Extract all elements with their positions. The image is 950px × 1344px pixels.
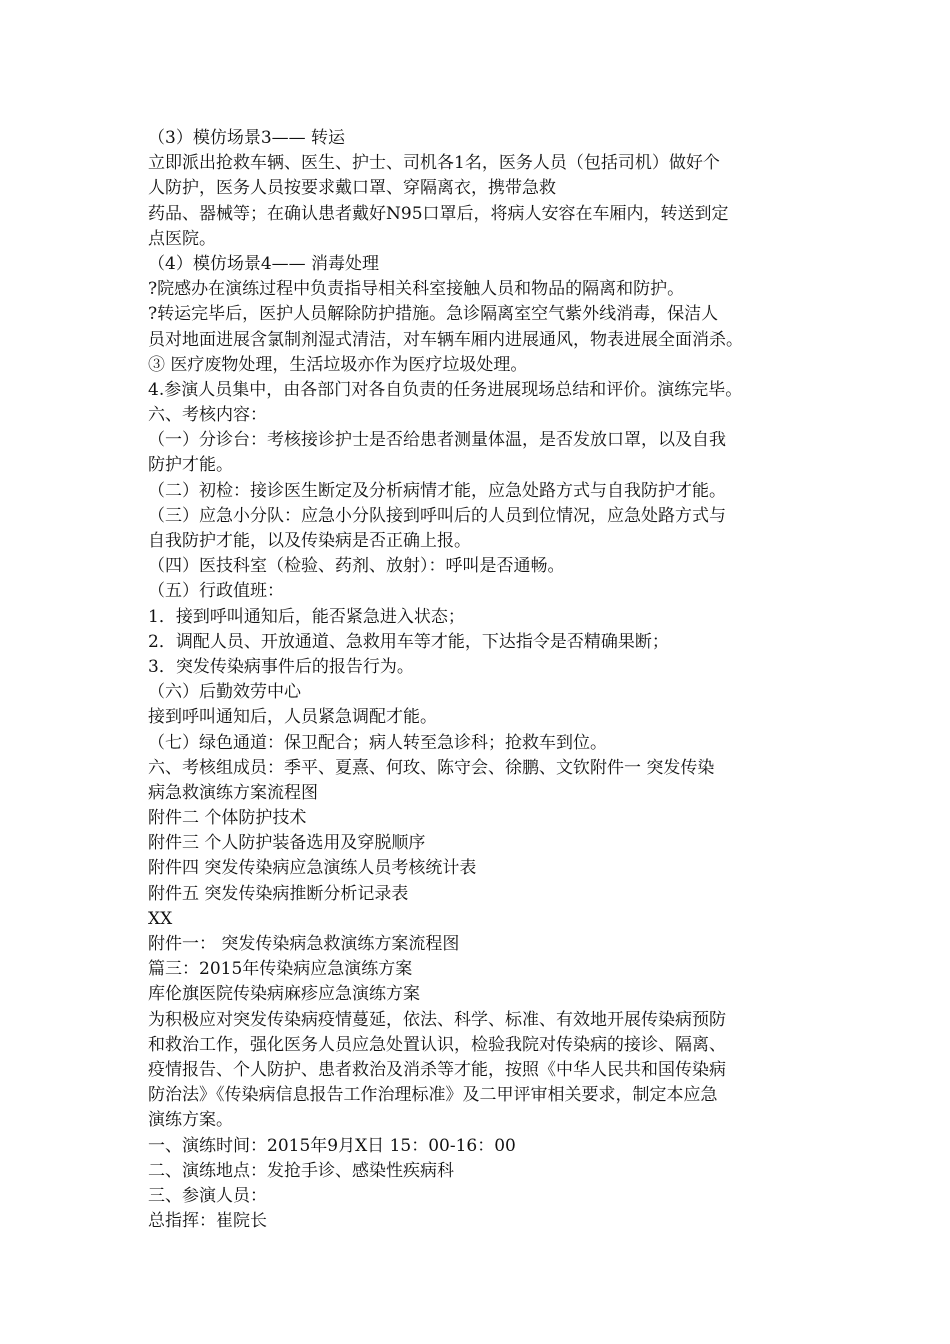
- text-line: （六）后勤效劳中心: [148, 682, 301, 703]
- text-line: 病急救演练方案流程图: [148, 782, 318, 803]
- text-line: 3．突发传染病事件后的报告行为。: [148, 656, 414, 677]
- attachment-line: 附件一： 突发传染病急救演练方案流程图: [148, 934, 460, 954]
- text-line: （三）应急小分队：应急小分队接到呼叫后的人员到位情况，应急处路方式与: [148, 505, 726, 526]
- text-line: 员对地面进展含氯制剂湿式清洁，对车辆车厢内进展通风，物表进展全面消杀。: [148, 329, 743, 350]
- section-heading: 三、参演人员：: [148, 1185, 267, 1206]
- section-heading: 六、考核组成员：季平、夏熹、何玫、陈守会、徐鹏、文钦附件一 突发传染: [148, 757, 715, 778]
- text-line: XX: [148, 908, 173, 929]
- text-line: （五）行政值班：: [148, 581, 284, 602]
- attachment-line: 附件二 个体防护技术: [148, 808, 307, 829]
- text-line: （3）模仿场景3—— 转运: [148, 128, 346, 148]
- text-line: 立即派出抢救车辆、医生、护士、司机各1名，医务人员（包括司机）做好个: [148, 153, 720, 174]
- text-line: （二）初检：接诊医生断定及分析病情才能，应急处路方式与自我防护才能。: [148, 480, 726, 501]
- text-line: （七）绿色通道：保卫配合；病人转至急诊科；抢救车到位。: [148, 732, 607, 753]
- text-line: 2．调配人员、开放通道、急救用车等才能，下达指令是否精确果断；: [148, 631, 669, 652]
- text-line: （一）分诊台：考核接诊护士是否给患者测量体温，是否发放口罩，以及自我: [148, 430, 726, 451]
- text-line: （4）模仿场景4—— 消毒处理: [148, 253, 380, 274]
- text-line: 防护才能。: [148, 455, 233, 476]
- text-line: 和救治工作，强化医务人员应急处置认识，检验我院对传染病的接诊、隔离、: [148, 1034, 726, 1055]
- text-line: 人防护，医务人员按要求戴口罩、穿隔离衣，携带急救: [148, 178, 556, 199]
- text-line: ③ 医疗废物处理，生活垃圾亦作为医疗垃圾处理。: [148, 354, 528, 375]
- attachment-line: 附件四 突发传染病应急演练人员考核统计表: [148, 858, 477, 879]
- text-line: 防治法》《传染病信息报告工作治理标准》及二甲评审相关要求，制定本应急: [148, 1085, 718, 1106]
- section-heading: 一、演练时间：2015年9月X日 15：00-16：00: [148, 1135, 516, 1156]
- section-heading: 二、演练地点：发抢手诊、感染性疾病科: [148, 1160, 454, 1181]
- text-line: 药品、器械等；在确认患者戴好N95口罩后，将病人安容在车厢内，转送到定: [148, 203, 729, 224]
- text-line: 疫情报告、个人防护、患者救治及消杀等才能，按照《中华人民共和国传染病: [148, 1059, 726, 1080]
- text-line: ?转运完毕后，医护人员解除防护措施。急诊隔离室空气紫外线消毒，保洁人: [148, 304, 719, 325]
- text-line: 演练方案。: [148, 1110, 233, 1131]
- text-line: ?院感办在演练过程中负责指导相关科室接触人员和物品的隔离和防护。: [148, 279, 685, 300]
- text-line: （四）医技科室（检验、药剂、放射）：呼叫是否通畅。: [148, 556, 565, 577]
- attachment-line: 附件五 突发传染病推断分析记录表: [148, 883, 409, 904]
- attachment-line: 附件三 个人防护装备选用及穿脱顺序: [148, 833, 426, 854]
- section-heading: 六、考核内容：: [148, 405, 267, 426]
- text-line: 总指挥：崔院长: [148, 1211, 267, 1232]
- article-title: 篇三：2015年传染病应急演练方案: [148, 959, 413, 980]
- text-line: 4.参演人员集中，由各部门对各自负责的任务进展现场总结和评价。演练完毕。: [148, 379, 743, 400]
- text-line: 1．接到呼叫通知后，能否紧急进入状态；: [148, 606, 465, 627]
- document-body: [148, 126, 818, 1234]
- article-subtitle: 库伦旗医院传染病麻疹应急演练方案: [148, 984, 420, 1005]
- text-line: 自我防护才能，以及传染病是否正确上报。: [148, 531, 471, 551]
- text-line: 接到呼叫通知后，人员紧急调配才能。: [148, 707, 437, 728]
- text-line: 点医院。: [148, 228, 216, 249]
- text-line: 为积极应对突发传染病疫情蔓延，依法、科学、标准、有效地开展传染病预防: [148, 1009, 726, 1030]
